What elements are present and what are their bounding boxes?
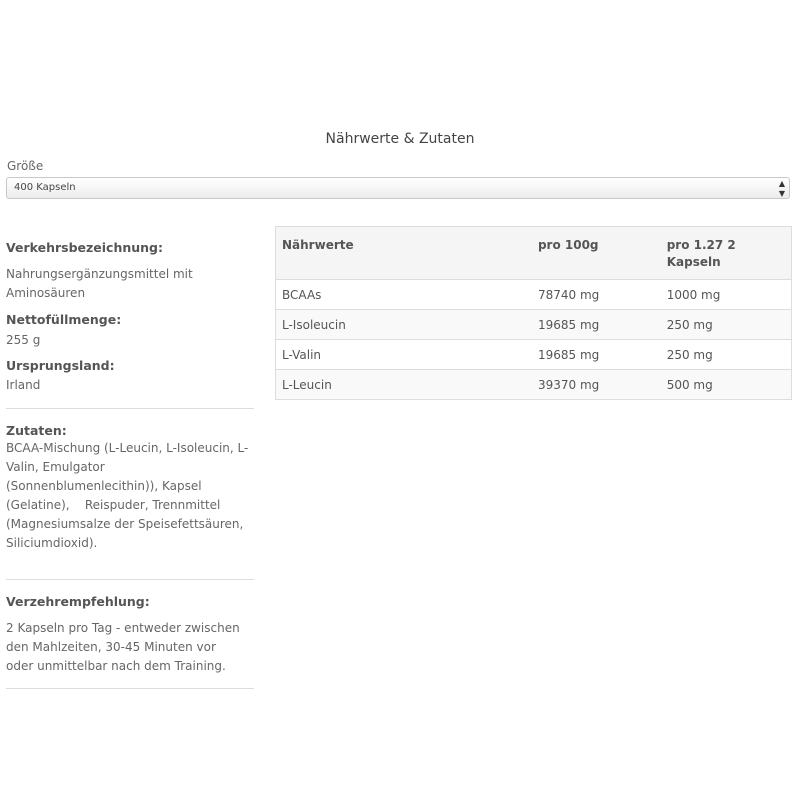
ingredients-value: BCAA-Mischung (L-Leucin, L-Isoleucin, L-Valin, Emulgator (Sonnenblumenlecithin)), Kapsel (Gelatine), Reispuder, Trennmittel (Magnesiumsalze der Speisefettsäuren, Siliciumdioxid). <box>6 441 249 550</box>
table-cell: 39370 mg <box>532 370 661 400</box>
table-header-row <box>276 227 792 280</box>
nutrition-table <box>275 226 792 400</box>
table-cell: 78740 mg <box>532 280 661 310</box>
table-cell: 500 mg <box>661 370 792 400</box>
table-row <box>276 280 792 310</box>
table-cell: 1000 mg <box>661 280 792 310</box>
size-label: Größe <box>7 159 44 173</box>
table-cell: BCAAs <box>276 280 532 310</box>
up-down-chevron-icon: ▲ ▼ <box>778 179 785 198</box>
recommendation-value: 2 Kapseln pro Tag - entweder zwischen den Mahlzeiten, 30-45 Minuten vor oder unmittelbar nach dem Training. <box>6 621 240 673</box>
table-cell: 250 mg <box>661 310 792 340</box>
net-quantity-value: 255 g <box>6 333 41 347</box>
table-cell: L-Isoleucin <box>276 310 532 340</box>
table-cell: 19685 mg <box>532 340 661 370</box>
trade-name-value: Nahrungsergänzungsmittel mit Aminosäuren <box>6 267 193 300</box>
table-cell: 19685 mg <box>532 310 661 340</box>
product-details <box>6 226 254 689</box>
header-per-serving: pro 1.27 2 Kapseln <box>661 227 792 280</box>
origin-value: Irland <box>6 378 41 392</box>
recommendation-label: Verzehrempfehlung: <box>6 594 150 609</box>
trade-name-label: Verkehrsbezeichnung: <box>6 240 164 255</box>
table-cell: L-Leucin <box>276 370 532 400</box>
size-select[interactable] <box>6 177 790 199</box>
table-row <box>276 310 792 340</box>
table-cell: L-Valin <box>276 340 532 370</box>
header-per-100g: pro 100g <box>532 227 661 280</box>
table-row <box>276 370 792 400</box>
table-cell: 250 mg <box>661 340 792 370</box>
net-quantity-label: Nettofüllmenge: <box>6 312 122 327</box>
table-row <box>276 340 792 370</box>
size-select-value: 400 Kapseln <box>14 182 76 193</box>
header-nutrients: Nährwerte <box>276 227 532 280</box>
origin-label: Ursprungsland: <box>6 358 115 373</box>
divider <box>6 688 254 689</box>
section-title: Nährwerte & Zutaten <box>325 131 475 147</box>
ingredients-label: Zutaten: <box>6 423 67 438</box>
